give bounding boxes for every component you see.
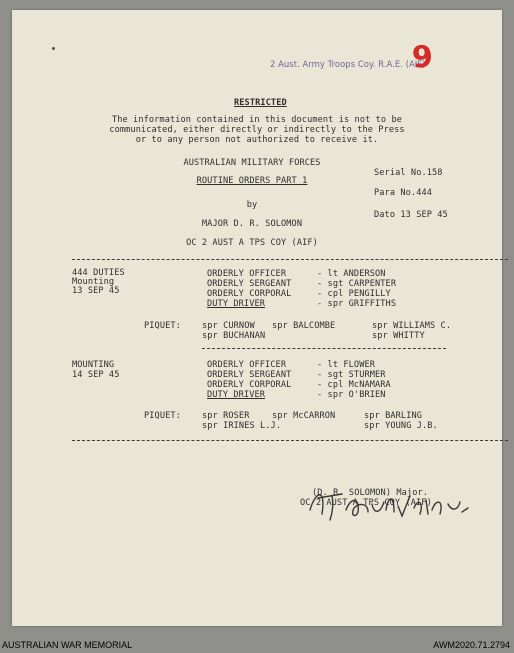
duty-role: ORDERLY SERGEANT: [207, 370, 292, 380]
punch-mark: [52, 47, 55, 50]
duty-role: DUTY DRIVER: [207, 299, 266, 309]
officer-name: MAJOR D. R. SOLOMON: [201, 219, 303, 229]
duty-role: ORDERLY SERGEANT: [207, 279, 292, 289]
piquet-name: spr CURNOW: [202, 321, 255, 331]
block1-label-3: 13 SEP 45: [72, 286, 120, 296]
duty-role: ORDERLY OFFICER: [207, 360, 287, 370]
orders-title: ROUTINE ORDERS PART 1: [196, 176, 308, 186]
unit-heading: OC 2 AUST A TPS COY (AIF): [186, 238, 318, 248]
serial-number: Serial No.158: [374, 168, 443, 178]
piquet-name: spr McCARRON: [272, 411, 336, 421]
piquet-name: spr YOUNG J.B.: [364, 421, 438, 431]
duty-role: ORDERLY CORPORAL: [207, 289, 292, 299]
duty-person: - sgt STURMER: [317, 370, 386, 380]
duty-role: ORDERLY OFFICER: [207, 269, 287, 279]
piquet-name: spr BUCHANAN: [202, 331, 266, 341]
piquet-name: spr IRINES L.J.: [202, 421, 282, 431]
section-divider: [72, 440, 508, 441]
piquet-name: spr ROSER: [202, 411, 250, 421]
signatory-unit: OC 2 AUST A TPS COY (AIF).: [300, 498, 438, 508]
order-date: Dato 13 SEP 45: [374, 210, 448, 220]
duty-person: - sgt CARPENTER: [317, 279, 397, 289]
block1-label-1: 444 DUTIES: [72, 268, 125, 278]
duty-person: - cpl PENGILLY: [317, 289, 391, 299]
piquet-name: spr WHITTY: [372, 331, 425, 341]
footer-institution: AUSTRALIAN WAR MEMORIAL: [2, 640, 133, 650]
piquet-name: spr BALCOMBE: [272, 321, 336, 331]
duty-role: DUTY DRIVER: [207, 390, 266, 400]
duty-person: - lt ANDERSON: [317, 269, 386, 279]
piquet-label: PIQUET:: [144, 321, 181, 331]
section-divider: [72, 259, 508, 260]
piquet-name: spr WILLIAMS C.: [372, 321, 452, 331]
duty-role: ORDERLY CORPORAL: [207, 380, 292, 390]
org-heading: AUSTRALIAN MILITARY FORCES: [183, 158, 321, 168]
notice-line-1: The information contained in this document is not to be: [111, 115, 403, 125]
duty-person: - cpl McNAMARA: [317, 380, 391, 390]
duty-person: - spr O'BRIEN: [317, 390, 386, 400]
folio-number: 9: [410, 39, 435, 76]
para-number: Para No.444: [374, 188, 433, 198]
by-text: by: [246, 200, 258, 210]
footer-accession-number: AWM2020.71.2794: [433, 640, 510, 650]
block-divider: [202, 348, 446, 349]
duty-person: - lt FLOWER: [317, 360, 376, 370]
signatory-name: (D. R. SOLOMON) Major.: [312, 488, 429, 498]
unit-stamp: 2 Aust. Army Troops Coy. R.A.E. (AIF): [270, 60, 426, 70]
notice-line-2: communicated, either directly or indirectly to the Press: [109, 125, 405, 135]
classification-heading: RESTRICTED: [234, 98, 287, 108]
block2-label-2: 14 SEP 45: [72, 370, 120, 380]
block1-label-2: Mounting: [72, 277, 115, 287]
duty-person: - spr GRIFFITHS: [317, 299, 397, 309]
piquet-name: spr BARLING: [364, 411, 423, 421]
document-page: [12, 10, 502, 626]
piquet-label: PIQUET:: [144, 411, 181, 421]
notice-line-3: or to any person not authorized to receive it.: [135, 135, 379, 145]
block2-label-1: MOUNTING: [72, 360, 115, 370]
